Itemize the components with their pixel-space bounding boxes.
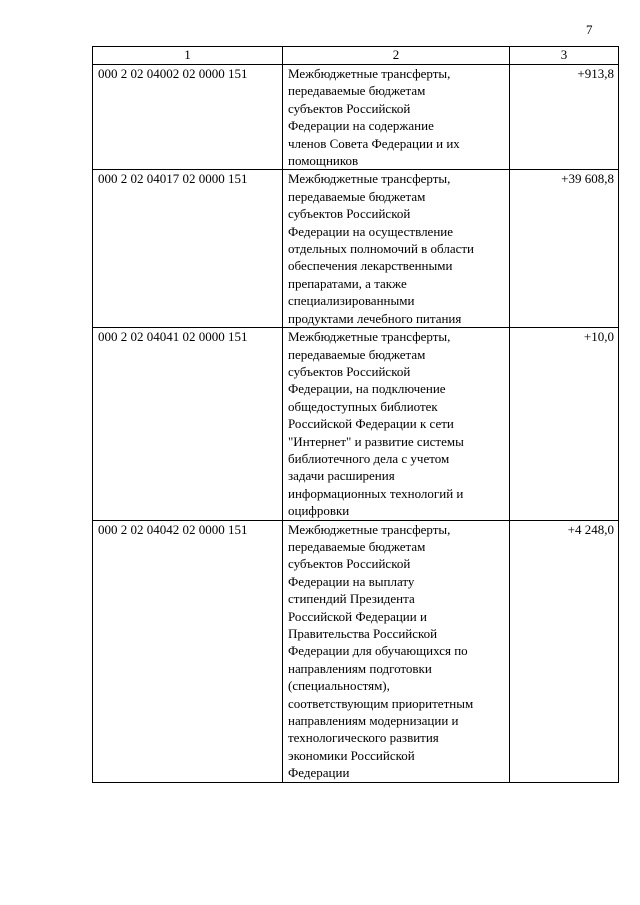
description-line: (специальностям), [288,678,390,694]
description-line: обеспечения лекарственными [288,258,453,274]
page-number: 7 [586,22,593,37]
description-line: специализированными [288,293,415,309]
description-cell [283,170,510,328]
column-header-description: 2 [283,47,510,65]
description-cell [283,328,510,520]
description-line: задачи расширения [288,468,395,484]
description-line: субъектов Российской [288,556,411,572]
description-line: субъектов Российской [288,100,411,116]
description-line: передаваемые бюджетам [288,83,426,99]
description-line: субъектов Российской [288,206,411,222]
budget-code-cell: 000 2 02 04017 02 0000 151 [93,170,283,328]
description-line: соответствующим приоритетным [288,695,474,711]
description-line: продуктами лечебного питания [288,310,462,326]
amount-cell: +10,0 [510,328,619,520]
description-line: Межбюджетные трансферты, [288,521,451,537]
description-line: Федерации для обучающихся по [288,643,468,659]
budget-table [92,46,619,783]
description-line: Межбюджетные трансферты, [288,171,451,187]
description-line: субъектов Российской [288,363,411,379]
budget-code-cell: 000 2 02 04041 02 0000 151 [93,328,283,520]
description-line: информационных технологий и [288,485,464,501]
description-line: помощников [288,153,359,169]
description-line: оцифровки [288,503,350,519]
description-line: общедоступных библиотек [288,398,438,414]
description-line: библиотечного дела с учетом [288,450,450,466]
amount-cell: +39 608,8 [510,170,619,328]
header-row [93,47,619,65]
description-line: передаваемые бюджетам [288,538,426,554]
description-line: Федерации на выплату [288,573,415,589]
description-line: Федерации на содержание [288,118,434,134]
budget-code-cell: 000 2 02 04002 02 0000 151 [93,65,283,170]
amount-cell: +913,8 [510,65,619,170]
description-line: членов Совета Федерации и их [288,135,460,151]
description-line: передаваемые бюджетам [288,188,426,204]
description-line: Федерации [288,765,350,781]
description-line: направлениям модернизации и [288,713,459,729]
table-row [93,520,619,782]
column-header-amount: 3 [510,47,619,65]
description-line: технологического развития [288,730,439,746]
description-line: Правительства Российской [288,626,438,641]
table-row [93,170,619,328]
description-line: "Интернет" и развитие системы [288,433,464,449]
description-line: Российской Федерации и [288,608,427,624]
description-line: Межбюджетные трансферты, [288,66,451,81]
description-line: передаваемые бюджетам [288,346,426,362]
description-line: отдельных полномочий в области [288,241,474,257]
description-cell [283,65,510,170]
description-line: направлениям подготовки [288,660,432,676]
description-line: Федерации, на подключение [288,381,446,397]
amount-cell: +4 248,0 [510,520,619,782]
budget-code-cell: 000 2 02 04042 02 0000 151 [93,520,283,782]
description-line: Российской Федерации к сети [288,416,454,432]
description-line: препаратами, а также [288,275,407,291]
description-line: стипендий Президента [288,591,415,607]
table-row [93,65,619,170]
column-header-code: 1 [93,47,283,65]
description-line: Федерации на осуществление [288,223,454,239]
table-row [93,328,619,520]
description-line: экономики Российской [288,747,415,763]
description-cell [283,520,510,782]
description-line: Межбюджетные трансферты, [288,329,451,345]
